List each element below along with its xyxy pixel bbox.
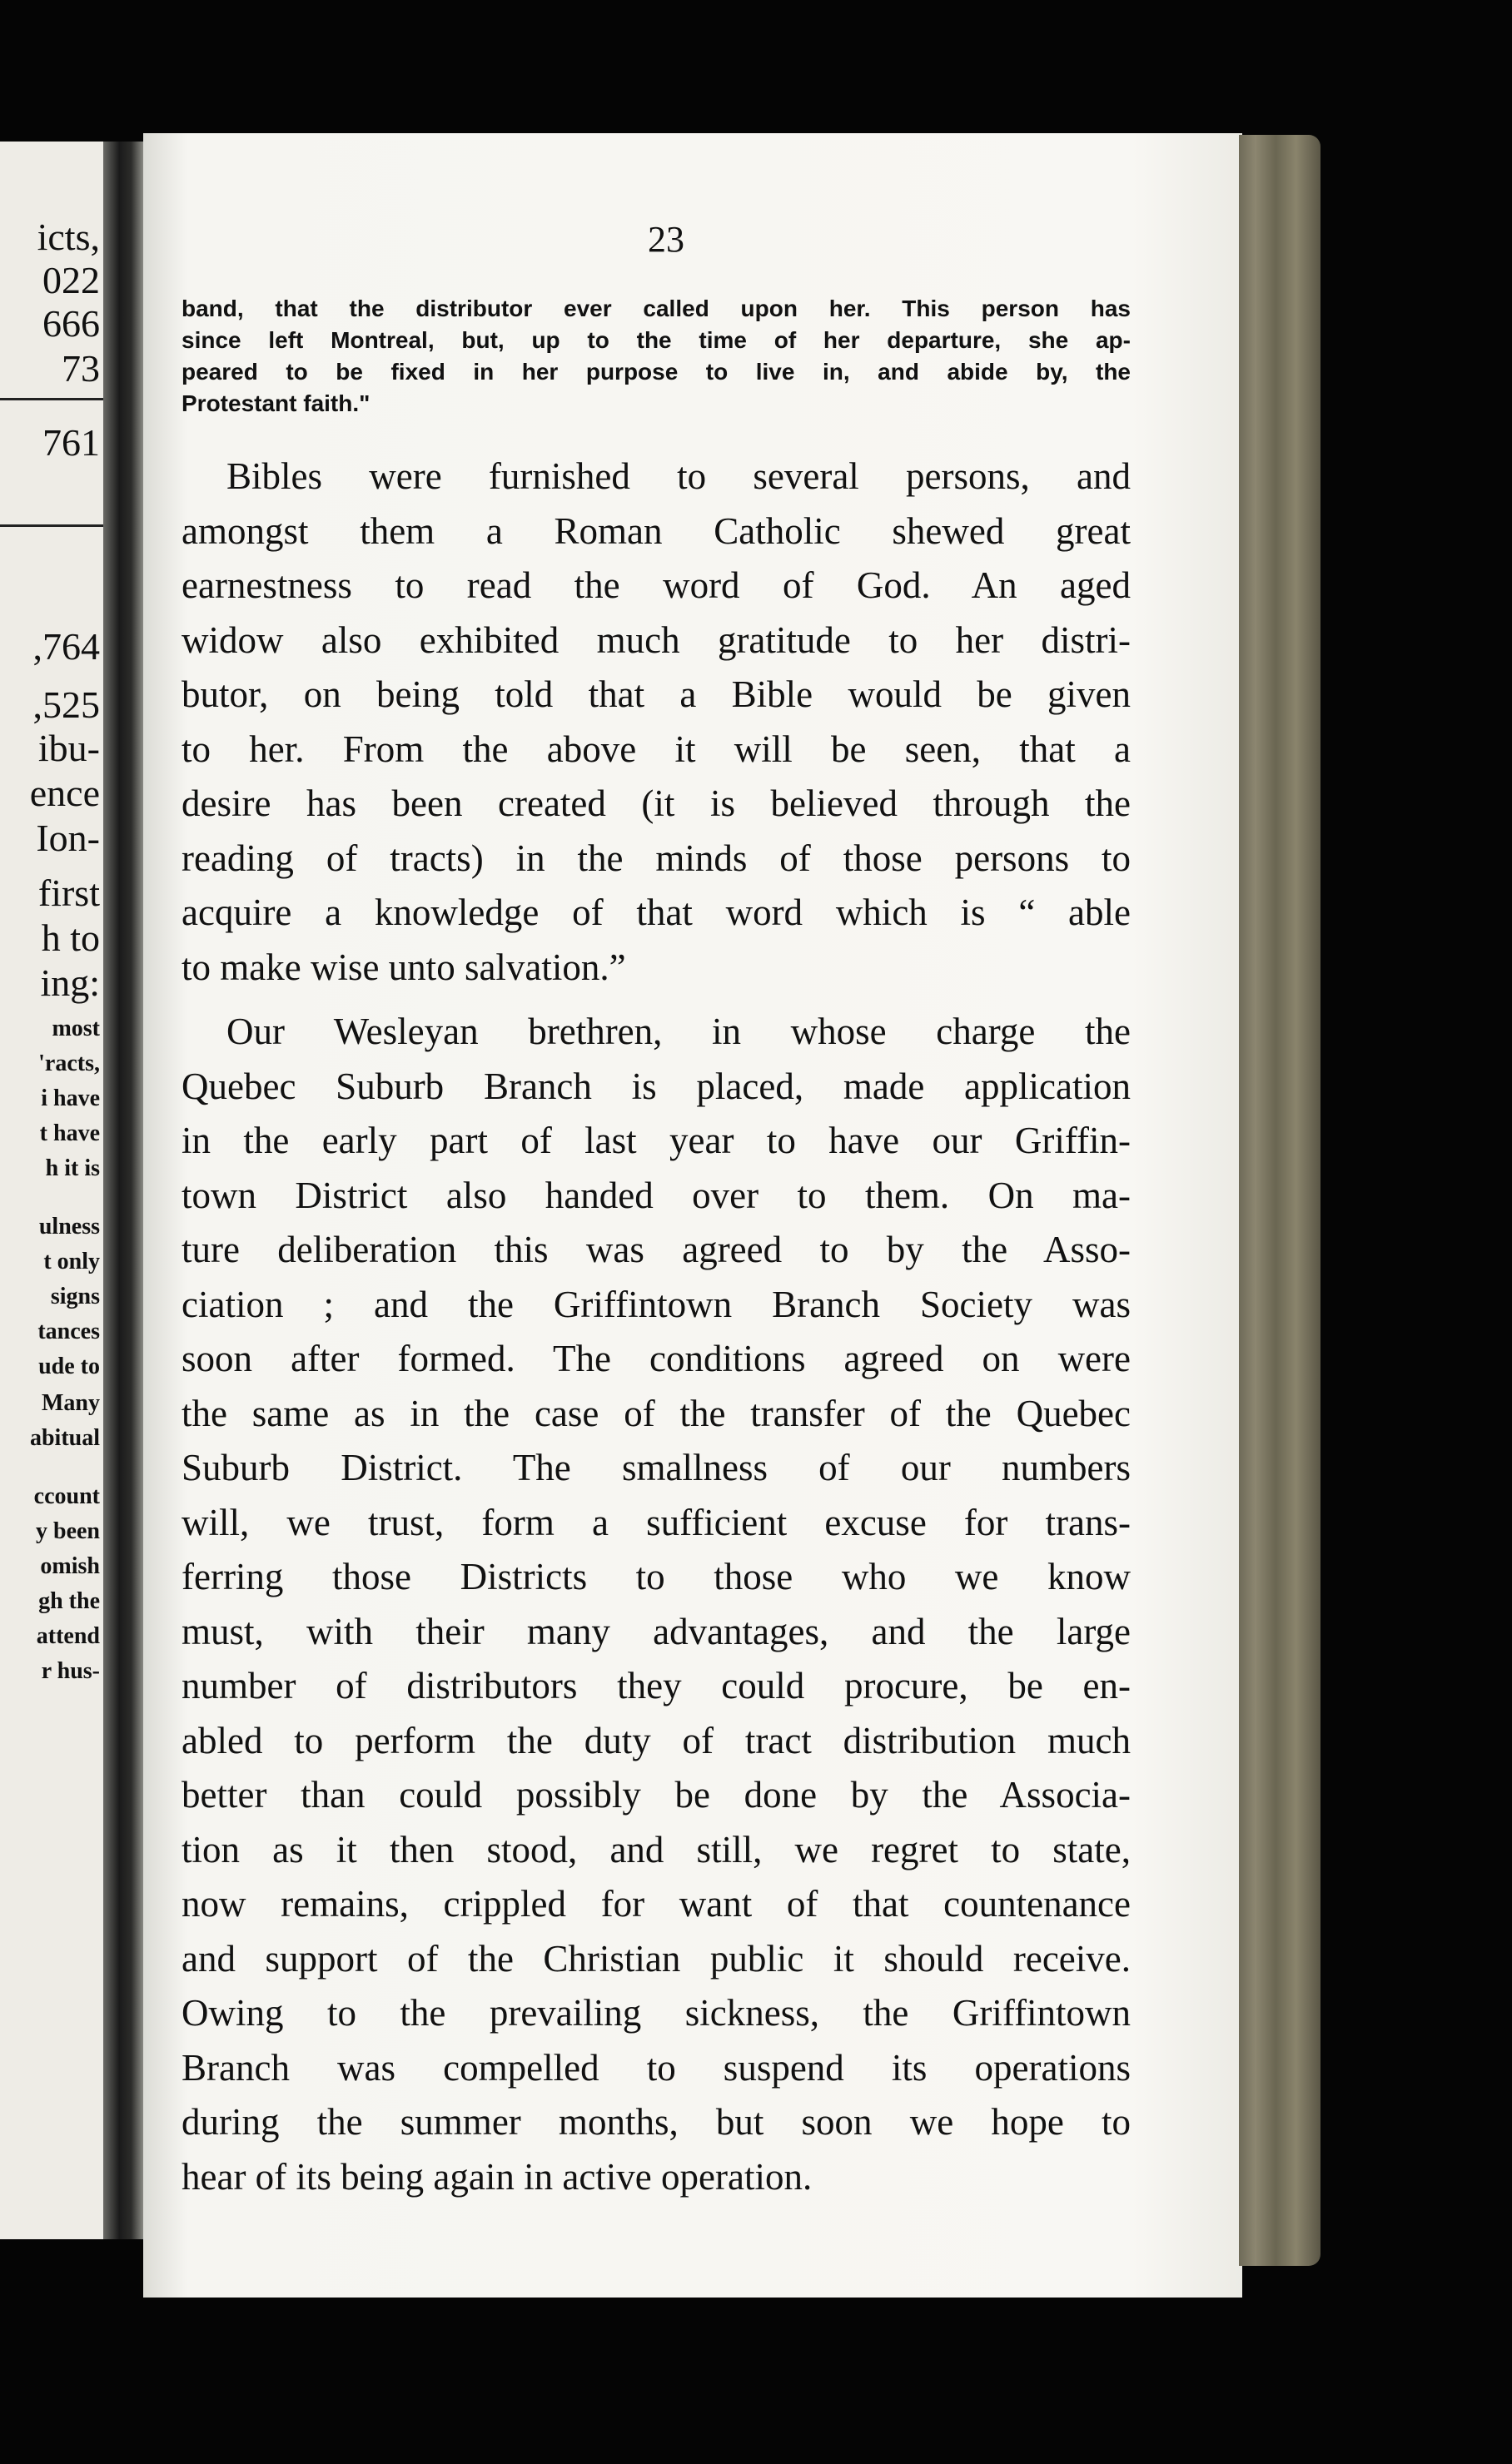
quote-line: peared to be fixed in her purpose to live in, and abide by, the: [182, 359, 1131, 385]
left-page-line: attend: [36, 1623, 100, 1649]
quote-line: Protestant faith.": [182, 390, 371, 416]
left-page-line: h to: [41, 917, 100, 959]
paragraph: [182, 1005, 1131, 2204]
left-page-line: Ion-: [36, 817, 100, 859]
quote-line: band, that the distributor ever called upon her. This person has: [182, 296, 1131, 321]
paragraph-line: hear of its being again in active operation.: [182, 2155, 813, 2198]
left-page-line: gh the: [38, 1588, 100, 1614]
left-page-line: 761: [42, 421, 100, 464]
page-edge: [1239, 135, 1321, 2266]
left-page-line: Many: [42, 1390, 100, 1416]
left-page-rule: [0, 398, 107, 400]
left-page-line: first: [37, 872, 100, 914]
page-number: 23: [648, 219, 684, 260]
quote-block: [182, 293, 1131, 420]
paragraph-line: number of distributors they could procure, be en-: [182, 1665, 1131, 1706]
left-page-line: t have: [39, 1120, 100, 1146]
paragraph-line: acquire a knowledge of that word which is “ able: [182, 892, 1131, 933]
paragraph-line: and support of the Christian public it should receive.: [182, 1937, 1131, 1980]
paragraph: [182, 450, 1131, 995]
paragraph-line: to make wise unto salvation.”: [182, 946, 626, 988]
paragraph-line: amongst them a Roman Catholic shewed great: [182, 509, 1131, 552]
paragraph-line: ferring those Districts to those who we know: [182, 1556, 1131, 1597]
left-page-line: tances: [37, 1319, 100, 1344]
body-text: [182, 450, 1131, 2204]
paragraph-line: during the summer months, but soon we hope to: [182, 2101, 1131, 2143]
paragraph-line: now remains, crippled for want of that countenance: [182, 1883, 1131, 1925]
left-page-line: ibu-: [37, 727, 100, 769]
paragraph-line: reading of tracts) in the minds of those persons to: [182, 837, 1131, 879]
paragraph-line: Bibles were furnished to several persons, and: [226, 455, 1131, 497]
paragraph-line: Our Wesleyan brethren, in whose charge the: [226, 1011, 1131, 1052]
paragraph-line: Quebec Suburb Branch is placed, made application: [182, 1065, 1131, 1107]
left-page-line: ,525: [32, 683, 100, 726]
left-page-line: icts,: [37, 216, 100, 258]
left-page-line: t only: [43, 1249, 100, 1274]
left-page-rule: [0, 524, 107, 527]
left-page-line: ude to: [38, 1354, 100, 1379]
left-page-line: ccount: [33, 1483, 100, 1509]
paragraph-line: in the early part of last year to have our Griffin-: [182, 1120, 1131, 1161]
paragraph-line: Suburb District. The smallness of our numbers: [182, 1447, 1131, 1488]
left-page-line: i have: [41, 1085, 100, 1111]
left-page-line: ence: [29, 772, 100, 814]
paragraph-line: butor, on being told that a Bible would be given: [182, 673, 1131, 715]
left-page-line: r hus-: [41, 1658, 100, 1684]
left-page-line: omish: [40, 1553, 100, 1579]
left-page-line: ing:: [40, 961, 100, 1004]
left-page-line: 'racts,: [38, 1051, 100, 1076]
paragraph-line: soon after formed. The conditions agreed on were: [182, 1338, 1131, 1379]
paragraph-line: will, we trust, form a sufficient excuse for trans-: [182, 1501, 1131, 1543]
paragraph-line: must, with their many advantages, and the large: [182, 1610, 1131, 1652]
paragraph-line: town District also handed over to them. On ma-: [182, 1174, 1131, 1216]
left-page-line: signs: [50, 1284, 100, 1309]
book-gutter: [103, 142, 143, 2239]
left-page-line: 666: [42, 302, 100, 345]
paragraph-line: the same as in the case of the transfer of the Quebec: [182, 1392, 1131, 1434]
paragraph-line: Branch was compelled to suspend its operations: [182, 2046, 1131, 2089]
paragraph-line: Owing to the prevailing sickness, the Griffintown: [182, 1992, 1131, 2034]
paragraph-line: to her. From the above it will be seen, that a: [182, 728, 1131, 770]
left-page-line: ,764: [32, 625, 100, 668]
left-page-line: y been: [36, 1518, 100, 1544]
left-page-line: 022: [42, 259, 100, 301]
left-page-line: most: [52, 1016, 100, 1041]
paragraph-line: better than could possibly be done by the Associa-: [182, 1774, 1131, 1816]
paragraph-line: earnestness to read the word of God. An aged: [182, 564, 1131, 606]
paragraph-line: ciation ; and the Griffintown Branch Society was: [182, 1283, 1131, 1325]
left-page-line: abitual: [29, 1425, 100, 1451]
paragraph-line: tion as it then stood, and still, we regret to state,: [182, 1828, 1131, 1870]
left-page-fragment: [0, 142, 107, 2239]
paragraph-line: widow also exhibited much gratitude to her distri-: [182, 618, 1131, 661]
paragraph-line: ture deliberation this was agreed to by the Asso-: [182, 1229, 1131, 1270]
left-page-line: 73: [62, 347, 100, 390]
paragraph-line: abled to perform the duty of tract distribution much: [182, 1719, 1131, 1761]
left-page-line: ulness: [38, 1214, 100, 1239]
quote-line: since left Montreal, but, up to the time of her departure, she ap-: [182, 327, 1131, 353]
paragraph-line: desire has been created (it is believed through the: [182, 782, 1131, 824]
left-page-line: h it is: [45, 1155, 100, 1181]
